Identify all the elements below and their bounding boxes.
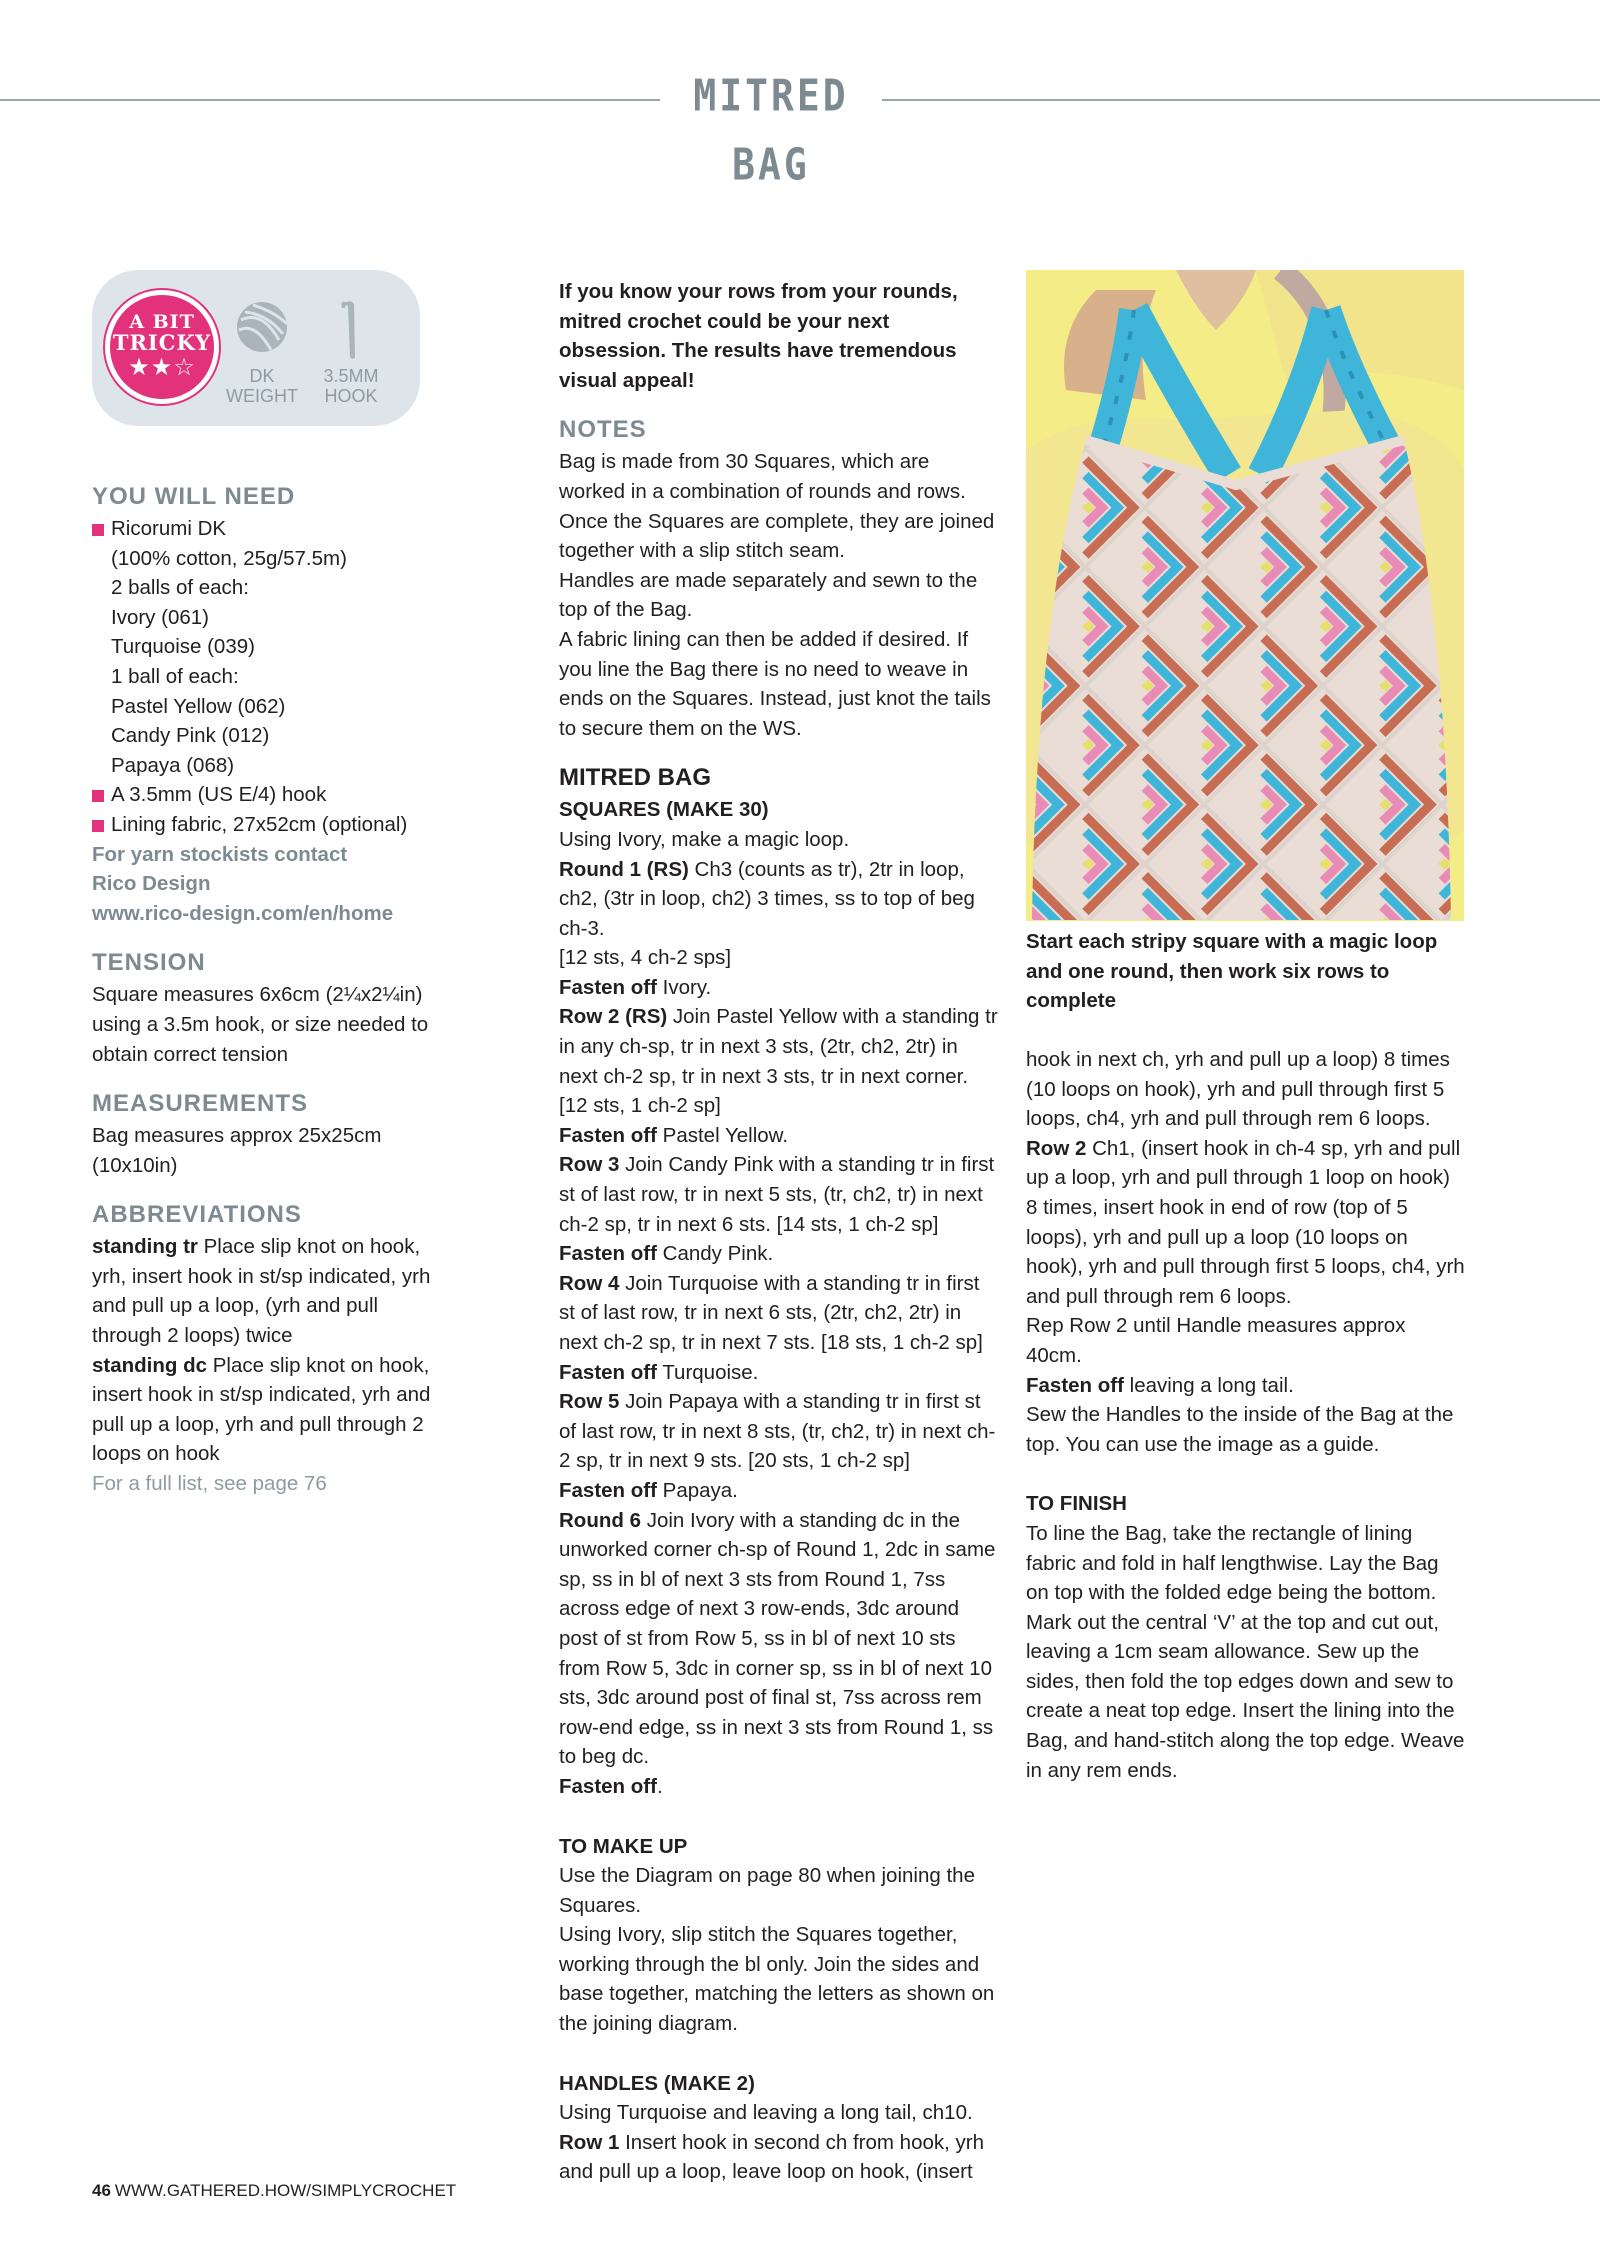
measurements-text: Bag measures approx 25x25cm (10x10in)	[92, 1124, 382, 1177]
abbreviations-heading: ABBREVIATIONS	[92, 1201, 302, 1229]
skill-stars: ★★☆	[128, 354, 196, 381]
footer	[92, 2180, 456, 2202]
intro-standfirst: If you know your rows from your rounds, mitred crochet could be your next obsession. The results have tremendous visual appeal!	[559, 280, 958, 392]
hook-size-line2: HOOK	[324, 386, 378, 406]
hook-size-label	[306, 366, 396, 406]
note-3: Handles are made separately and sewn to the top of the Bag.	[559, 568, 978, 622]
fasten-off-5: Fasten off Papaya.	[559, 1478, 738, 1502]
note-4: A fabric lining can then be added if desired. If you line the Bag there is no need to weave in ends on the Squares. Instead, just knot the tails to secure them on the WS.	[559, 627, 991, 740]
fasten-off-1: Fasten off Ivory.	[559, 975, 712, 999]
squares-heading: SQUARES (MAKE 30)	[559, 798, 769, 822]
row-5: Row 5 Join Papaya with a standing tr in first st of last row, tr in next 8 sts, (tr, ch2, tr) in next ch-2 sp, tr in next 9 sts. [20 sts, 1 ch-2 sp]	[559, 1390, 996, 1473]
tension-heading: TENSION	[92, 949, 206, 977]
left-column	[92, 480, 452, 1499]
you-will-need-heading: YOU WILL NEED	[92, 483, 296, 510]
fasten-off-4: Fasten off Turquoise.	[559, 1360, 759, 1384]
skill-badge	[92, 270, 420, 426]
squares-intro: Using Ivory, make a magic loop.	[559, 827, 850, 851]
right-column	[1026, 1045, 1466, 1785]
tension-text: Square measures 6x6cm (2¼x2¼in) using a 3.5m hook, or size needed to obtain correct tension	[92, 983, 429, 1066]
fasten-off-2: Fasten off Pastel Yellow.	[559, 1123, 789, 1147]
handles-heading: HANDLES (MAKE 2)	[559, 2071, 755, 2095]
materials-hook: A 3.5mm (US E/4) hook	[92, 780, 452, 810]
finish-text: To line the Bag, take the rectangle of lining fabric and fold in half lengthwise. Lay the Bag on top with the folded edge being the bottom. Mark out the central ‘V’ at the top and cut out, leaving a 1cm seam allowance. Sew up the sides, then fold the top edges down and sew to create a neat top edge. Insert the lining into the Bag, and hand-stitch along the top edge. Weave in any rem ends.	[1026, 1521, 1465, 1782]
make-up-1: Use the Diagram on page 80 when joining the Squares.	[559, 1864, 975, 1917]
yarn-colour-turquoise: Turquoise (039)	[111, 635, 255, 659]
stockists-url[interactable]: www.rico-design.com/en/home	[92, 901, 394, 925]
handles-intro: Using Turquoise and leaving a long tail, ch10.	[559, 2101, 973, 2125]
yarn-ball-icon	[235, 300, 289, 354]
note-1: Bag is made from 30 Squares, which are worked in a combination of rounds and rows.	[559, 450, 966, 503]
row-2-count: [12 sts, 1 ch-2 sp]	[559, 1094, 721, 1118]
header-rule-right	[882, 99, 1600, 101]
yarn-detail: (100% cotton, 25g/57.5m)	[111, 546, 347, 570]
round-1-count: [12 sts, 4 ch-2 sps]	[559, 946, 732, 970]
yarn-weight-label	[217, 366, 307, 406]
middle-column	[559, 277, 999, 2187]
notes-heading: NOTES	[559, 416, 647, 444]
stockists-line1: For yarn stockists contact	[92, 842, 348, 866]
row-4: Row 4 Join Turquoise with a standing tr in first st of last row, tr in next 6 sts, (2tr, ch2, 2tr) in next ch-2 sp, tr in next 7 sts. [18 sts, 1 ch-2 sp]	[559, 1271, 983, 1354]
materials-yarn: Ricorumi DK	[92, 514, 452, 544]
skill-level-line1: A BIT	[129, 311, 195, 333]
page-number: 46	[92, 2181, 111, 2200]
yarn-colour-ivory: Ivory (061)	[111, 605, 209, 629]
header-rule-left	[0, 99, 660, 101]
make-up-2: Using Ivory, slip stitch the Squares together, working through the bl only. Join the sides and base together, matching the letters as shown on the joining diagram.	[559, 1923, 995, 2036]
measurements-heading: MEASUREMENTS	[92, 1090, 309, 1118]
yarn-colour-papaya: Papaya (068)	[111, 753, 235, 777]
make-up-heading: TO MAKE UP	[559, 1834, 688, 1858]
round-1: Round 1 (RS) Ch3 (counts as tr), 2tr in loop, ch2, (3tr in loop, ch2) 3 times, ss to top of beg ch-3.	[559, 857, 975, 940]
pattern-title: MITRED BAG	[559, 764, 711, 792]
handle-fasten-off: Fasten off leaving a long tail.	[1026, 1373, 1294, 1397]
photo-caption: Start each stripy square with a magic loop and one round, then work six rows to complete	[1026, 930, 1438, 1013]
row-3: Row 3 Join Candy Pink with a standing tr in first st of last row, tr in next 5 sts, (tr, ch2, tr) in next ch-2 sp, tr in next 6 sts. [14 sts, 1 ch-2 sp]	[559, 1153, 995, 1236]
bag-photo	[1026, 270, 1464, 921]
full-list-reference: For a full list, see page 76	[92, 1472, 327, 1496]
row-2: Row 2 (RS) Join Pastel Yellow with a standing tr in any ch-sp, tr in next 3 sts, (2tr, ch2, 2tr) in next ch-2 sp, tr in next 3 sts, tr in next corner.	[559, 1005, 998, 1088]
page-title: MITRED BAG	[693, 70, 849, 190]
fasten-off-final: Fasten off.	[559, 1774, 663, 1798]
abbreviation-standing-dc: standing dc Place slip knot on hook, insert hook in st/sp indicated, yrh and pull up a loop, yrh and pull through 2 loops on hook	[92, 1353, 431, 1466]
yarn-weight-line2: WEIGHT	[226, 386, 298, 406]
yarn-colour-pastel-yellow: Pastel Yellow (062)	[111, 694, 286, 718]
finish-heading: TO FINISH	[1026, 1492, 1127, 1516]
fasten-off-3: Fasten off Candy Pink.	[559, 1242, 774, 1266]
handle-row-1: Row 1 Insert hook in second ch from hook, yrh and pull up a loop, leave loop on hook, (insert	[559, 2130, 985, 2184]
yarn-weight-line1: DK	[249, 366, 275, 386]
handle-row-1-continued: hook in next ch, yrh and pull up a loop) 8 times (10 loops on hook), yrh and pull through first 5 loops, ch4, yrh and pull through rem 6 loops.	[1026, 1048, 1450, 1131]
handle-repeat: Rep Row 2 until Handle measures approx 40cm.	[1026, 1314, 1406, 1367]
one-ball-label: 1 ball of each:	[111, 664, 239, 688]
abbreviation-standing-tr: standing tr Place slip knot on hook, yrh, insert hook in st/sp indicated, yrh and pull up a loop, (yrh and pull through 2 loops) twice	[92, 1235, 431, 1348]
skill-level-line2: TRICKY	[112, 330, 212, 355]
crochet-hook-icon	[336, 298, 366, 360]
skill-level-circle	[105, 290, 219, 404]
yarn-colour-candy-pink: Candy Pink (012)	[111, 724, 270, 748]
two-balls-label: 2 balls of each:	[111, 576, 249, 600]
stockists-line2: Rico Design	[92, 872, 211, 896]
handle-sew: Sew the Handles to the inside of the Bag at the top. You can use the image as a guide.	[1026, 1403, 1454, 1456]
materials-lining: Lining fabric, 27x52cm (optional)	[92, 810, 452, 840]
note-2: Once the Squares are complete, they are joined together with a slip stitch seam.	[559, 509, 995, 563]
bag-illustration	[1026, 270, 1464, 921]
hook-size-line1: 3.5MM	[323, 366, 379, 386]
handle-row-2: Row 2 Ch1, (insert hook in ch-4 sp, yrh and pull up a loop, yrh and pull through 1 loop on hook) 8 times, insert hook in end of row (top of 5 loops), yrh and pull up a loop (10 loops on hook), yrh and pull through first 5 loops, ch4, yrh and pull through rem 6 loops.	[1026, 1136, 1465, 1308]
round-6: Round 6 Join Ivory with a standing dc in the unworked corner ch-sp of Round 1, 2dc in same sp, ss in bl of next 3 sts from Round 1, 7ss across edge of next 3 row-ends, 3dc around post of st from Row 5, ss in bl of next 10 sts from Row 5, 3dc in corner sp, ss in bl of next 10 sts, 3dc around post of final st, 7ss across rem row-end edge, ss in next 3 sts from Round 1, ss to beg dc.	[559, 1508, 996, 1769]
footer-url[interactable]: WWW.GATHERED.HOW/SIMPLYCROCHET	[114, 2181, 457, 2200]
